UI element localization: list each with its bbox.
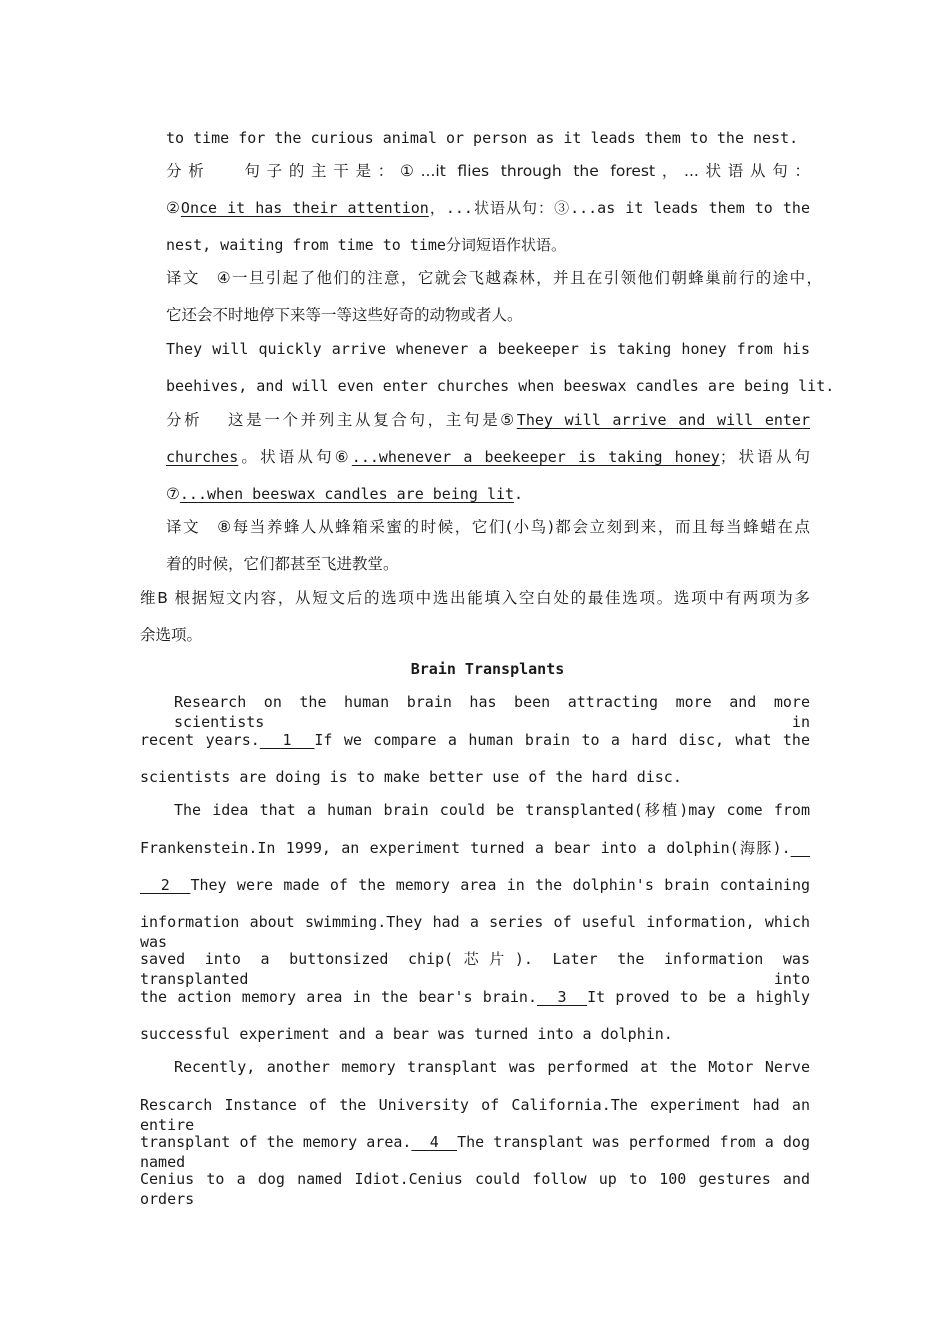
passage-line: 2 They were made of the memory area in the dolphin's brain containing	[140, 876, 811, 894]
passage-line: Cenius to a dog named Idiot.Cenius could follow up to 100 gestures and orders	[140, 1170, 810, 1208]
passage-line: The idea that a human brain could be transplanted(移植)may come from	[174, 801, 810, 819]
underlined-clause: ...when beeswax candles are being lit	[179, 485, 515, 503]
analysis-line: 分析 这是一个并列主从复合句，主句是⑤They will arrive and will enter	[166, 411, 810, 429]
analysis-line: 分析 句子的主干是：①...it flies through the forest，...状语从句：	[166, 162, 810, 180]
underlined-clause: churches	[166, 448, 239, 466]
answer-blank-3: 3	[536, 988, 588, 1006]
translation-line: 译文 ④一旦引起了他们的注意，它就会飞越森林，并且在引领他们朝蜂巢前行的途中，	[166, 269, 822, 287]
text-line: They will quickly arrive whenever a beekeeper is taking honey from his	[166, 340, 810, 358]
text-line: to time for the curious animal or person as it leads them to the nest.	[166, 129, 799, 147]
answer-blank-4: 4	[411, 1133, 458, 1151]
passage-line: Frankenstein.In 1999, an experiment turned a bear into a dolphin(海豚). _	[140, 839, 811, 857]
underlined-clause: Once it has their attention	[180, 199, 429, 217]
passage-line: scientists are doing is to make better use of the hard disc.	[140, 768, 682, 786]
text-line: beehives, and will even enter churches when beeswax candles are being lit.	[166, 377, 835, 395]
passage-line: Research on the human brain has been attracting more and more scientists in	[174, 693, 810, 731]
passage-line: successful experiment and a bear was turned into a dolphin.	[140, 1025, 673, 1043]
translation-line: 它还会不时地停下来等一等这些好奇的动物或者人。	[166, 306, 523, 324]
passage-line: saved into a buttonsized chip(芯片). Later the information was transplanted into	[140, 950, 810, 988]
section-instruction: 余选项。	[140, 626, 203, 644]
translation-line: 译文 ⑧每当养蜂人从蜂箱采蜜的时候，它们(小鸟)都会立刻到来，而且每当蜂蜡在点	[166, 518, 810, 536]
passage-line: transplant of the memory area. 4 The transplant was performed from a dog named	[140, 1133, 810, 1171]
passage-line: information about swimming.They had a series of useful information, which was	[140, 913, 810, 951]
analysis-line: churches。状语从句⑥...whenever a beekeeper is taking honey；状语从句	[166, 448, 810, 466]
answer-blank-1: 1	[259, 731, 315, 749]
underlined-clause: They will arrive and will enter	[516, 411, 810, 429]
passage-line: Recently, another memory transplant was performed at the Motor Nerve	[174, 1058, 810, 1076]
passage-line: recent years. 1 If we compare a human brain to a hard disc, what the	[140, 731, 810, 749]
answer-blank-2: 2	[140, 876, 191, 894]
text-line: nest, waiting from time to time分词短语作状语。	[166, 236, 566, 254]
section-instruction: 维B 根据短文内容，从短文后的选项中选出能填入空白处的最佳选项。选项中有两项为多	[140, 589, 810, 607]
analysis-line: ②Once it has their attention，...状语从句：③...as it leads them to the	[166, 199, 810, 217]
analysis-line: ⑦...when beeswax candles are being lit.	[166, 485, 524, 503]
passage-title: Brain Transplants	[410, 660, 565, 678]
underlined-clause: ...whenever a beekeeper is taking honey	[351, 448, 720, 466]
passage-line: the action memory area in the bear's brain. 3 It proved to be a highly	[140, 988, 811, 1006]
passage-line: Rescarch Instance of the University of California.The experiment had an entire	[140, 1096, 810, 1134]
translation-line: 着的时候，它们都甚至飞进教堂。	[166, 555, 399, 573]
